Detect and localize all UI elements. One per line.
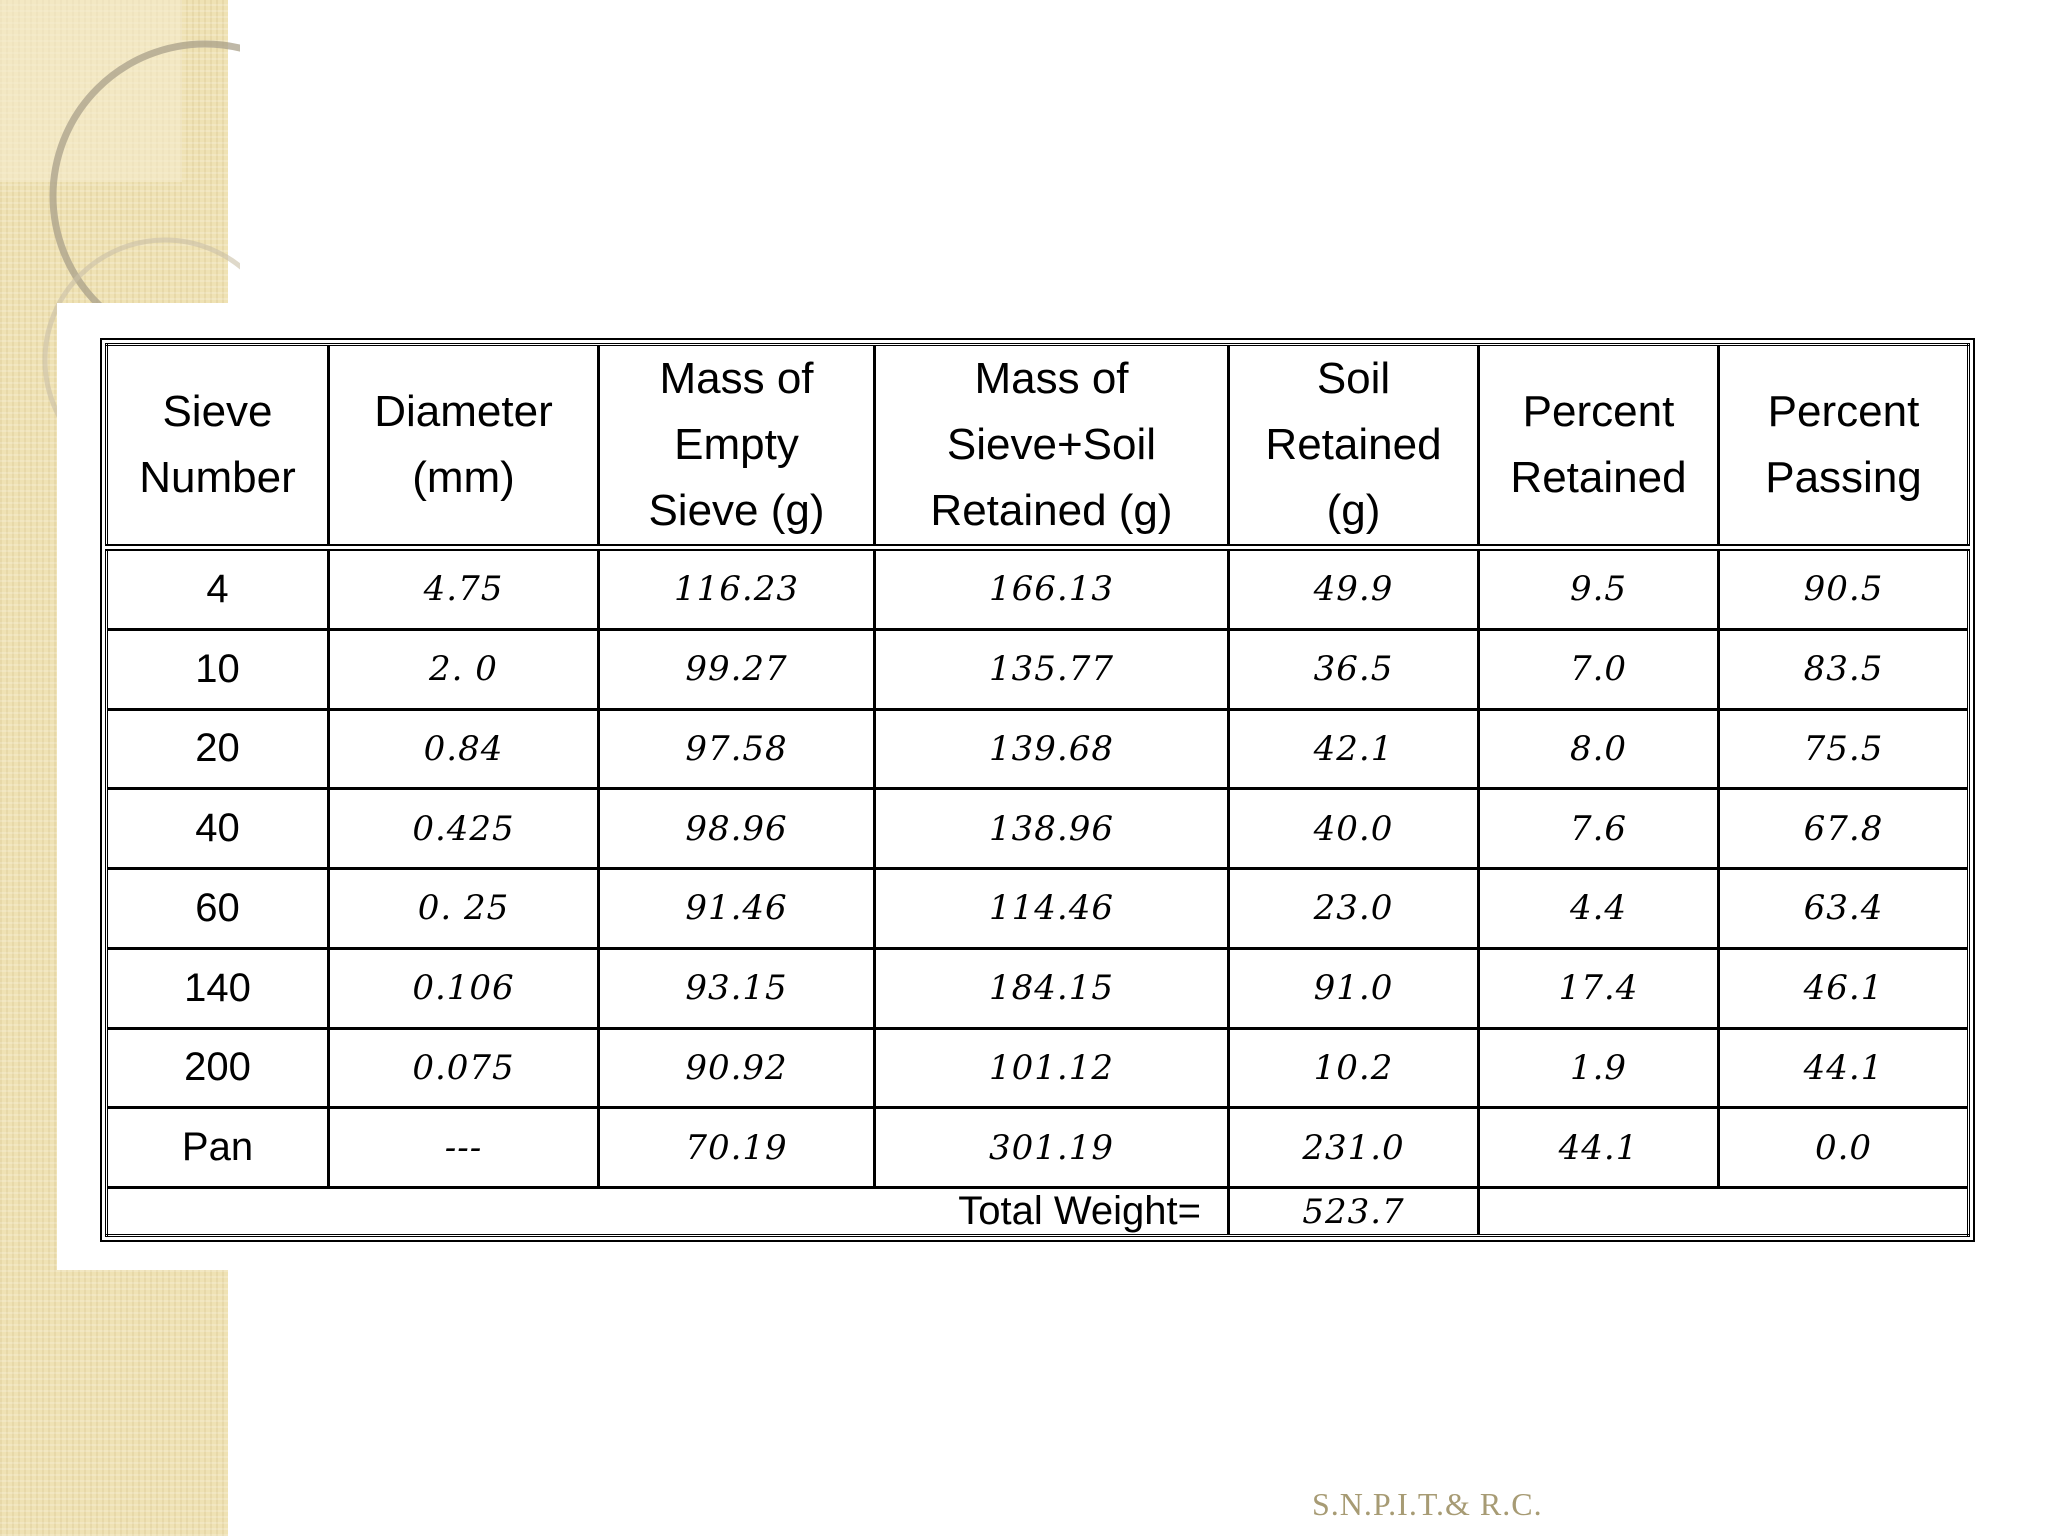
cell-percent-passing: 0.0	[1719, 1108, 1969, 1188]
cell-diameter: 0.425	[329, 789, 599, 869]
cell-percent-retained: 17.4	[1479, 948, 1719, 1028]
cell-percent-passing: 63.4	[1719, 869, 1969, 949]
cell-percent-retained: 7.6	[1479, 789, 1719, 869]
cell-diameter: 2. 0	[329, 629, 599, 709]
cell-mass-sieve-soil: 101.12	[875, 1028, 1229, 1108]
cell-percent-retained: 8.0	[1479, 709, 1719, 789]
cell-percent-passing: 75.5	[1719, 709, 1969, 789]
total-row	[107, 1188, 1969, 1236]
header-percent-retained: Percent Retained	[1479, 345, 1719, 548]
cell-soil-retained: 10.2	[1229, 1028, 1479, 1108]
cell-percent-retained: 1.9	[1479, 1028, 1719, 1108]
total-weight-value: 523.7	[1229, 1188, 1479, 1236]
table-row	[107, 548, 1969, 630]
cell-sieve-number: 60	[107, 869, 329, 949]
header-percent-passing: Percent Passing	[1719, 345, 1969, 548]
cell-mass-empty-sieve: 91.46	[599, 869, 875, 949]
cell-mass-empty-sieve: 116.23	[599, 548, 875, 630]
cell-sieve-number: 10	[107, 629, 329, 709]
cell-percent-retained: 7.0	[1479, 629, 1719, 709]
total-weight-label: Total Weight=	[107, 1188, 1229, 1236]
header-soil-retained: Soil Retained (g)	[1229, 345, 1479, 548]
footer-institution: S.N.P.I.T.& R.C.	[1312, 1486, 1543, 1522]
table-row	[107, 948, 1969, 1028]
table-row	[107, 1028, 1969, 1108]
cell-mass-empty-sieve: 70.19	[599, 1108, 875, 1188]
cell-percent-passing: 44.1	[1719, 1028, 1969, 1108]
cell-mass-sieve-soil: 135.77	[875, 629, 1229, 709]
cell-mass-sieve-soil: 138.96	[875, 789, 1229, 869]
cell-soil-retained: 42.1	[1229, 709, 1479, 789]
cell-diameter: ---	[329, 1108, 599, 1188]
table-row	[107, 869, 1969, 949]
cell-mass-sieve-soil: 139.68	[875, 709, 1229, 789]
cell-percent-passing: 90.5	[1719, 548, 1969, 630]
cell-diameter: 0.106	[329, 948, 599, 1028]
header-mass-sieve-soil: Mass of Sieve+Soil Retained (g)	[875, 345, 1229, 548]
cell-sieve-number: 20	[107, 709, 329, 789]
cell-soil-retained: 49.9	[1229, 548, 1479, 630]
cell-mass-sieve-soil: 114.46	[875, 869, 1229, 949]
cell-sieve-number: 200	[107, 1028, 329, 1108]
table-row	[107, 629, 1969, 709]
cell-mass-empty-sieve: 99.27	[599, 629, 875, 709]
table-row	[107, 709, 1969, 789]
total-row-empty	[1479, 1188, 1969, 1236]
cell-sieve-number: 4	[107, 548, 329, 630]
cell-sieve-number: Pan	[107, 1108, 329, 1188]
cell-sieve-number: 40	[107, 789, 329, 869]
header-mass-empty-sieve: Mass of Empty Sieve (g)	[599, 345, 875, 548]
cell-mass-sieve-soil: 166.13	[875, 548, 1229, 630]
cell-mass-empty-sieve: 90.92	[599, 1028, 875, 1108]
table-row	[107, 789, 1969, 869]
cell-mass-empty-sieve: 93.15	[599, 948, 875, 1028]
cell-diameter: 0.84	[329, 709, 599, 789]
cell-percent-passing: 46.1	[1719, 948, 1969, 1028]
cell-mass-sieve-soil: 184.15	[875, 948, 1229, 1028]
cell-diameter: 0. 25	[329, 869, 599, 949]
cell-diameter: 4.75	[329, 548, 599, 630]
cell-mass-empty-sieve: 97.58	[599, 709, 875, 789]
cell-diameter: 0.075	[329, 1028, 599, 1108]
cell-percent-passing: 83.5	[1719, 629, 1969, 709]
cell-mass-empty-sieve: 98.96	[599, 789, 875, 869]
cell-soil-retained: 231.0	[1229, 1108, 1479, 1188]
sieve-analysis-table	[105, 343, 1970, 1237]
cell-soil-retained: 23.0	[1229, 869, 1479, 949]
cell-percent-passing: 67.8	[1719, 789, 1969, 869]
table-row	[107, 1108, 1969, 1188]
header-diameter: Diameter (mm)	[329, 345, 599, 548]
cell-percent-retained: 4.4	[1479, 869, 1719, 949]
cell-soil-retained: 36.5	[1229, 629, 1479, 709]
cell-soil-retained: 91.0	[1229, 948, 1479, 1028]
header-sieve-number: Sieve Number	[107, 345, 329, 548]
cell-soil-retained: 40.0	[1229, 789, 1479, 869]
header-row	[107, 345, 1969, 548]
cell-percent-retained: 44.1	[1479, 1108, 1719, 1188]
cell-percent-retained: 9.5	[1479, 548, 1719, 630]
cell-sieve-number: 140	[107, 948, 329, 1028]
cell-mass-sieve-soil: 301.19	[875, 1108, 1229, 1188]
